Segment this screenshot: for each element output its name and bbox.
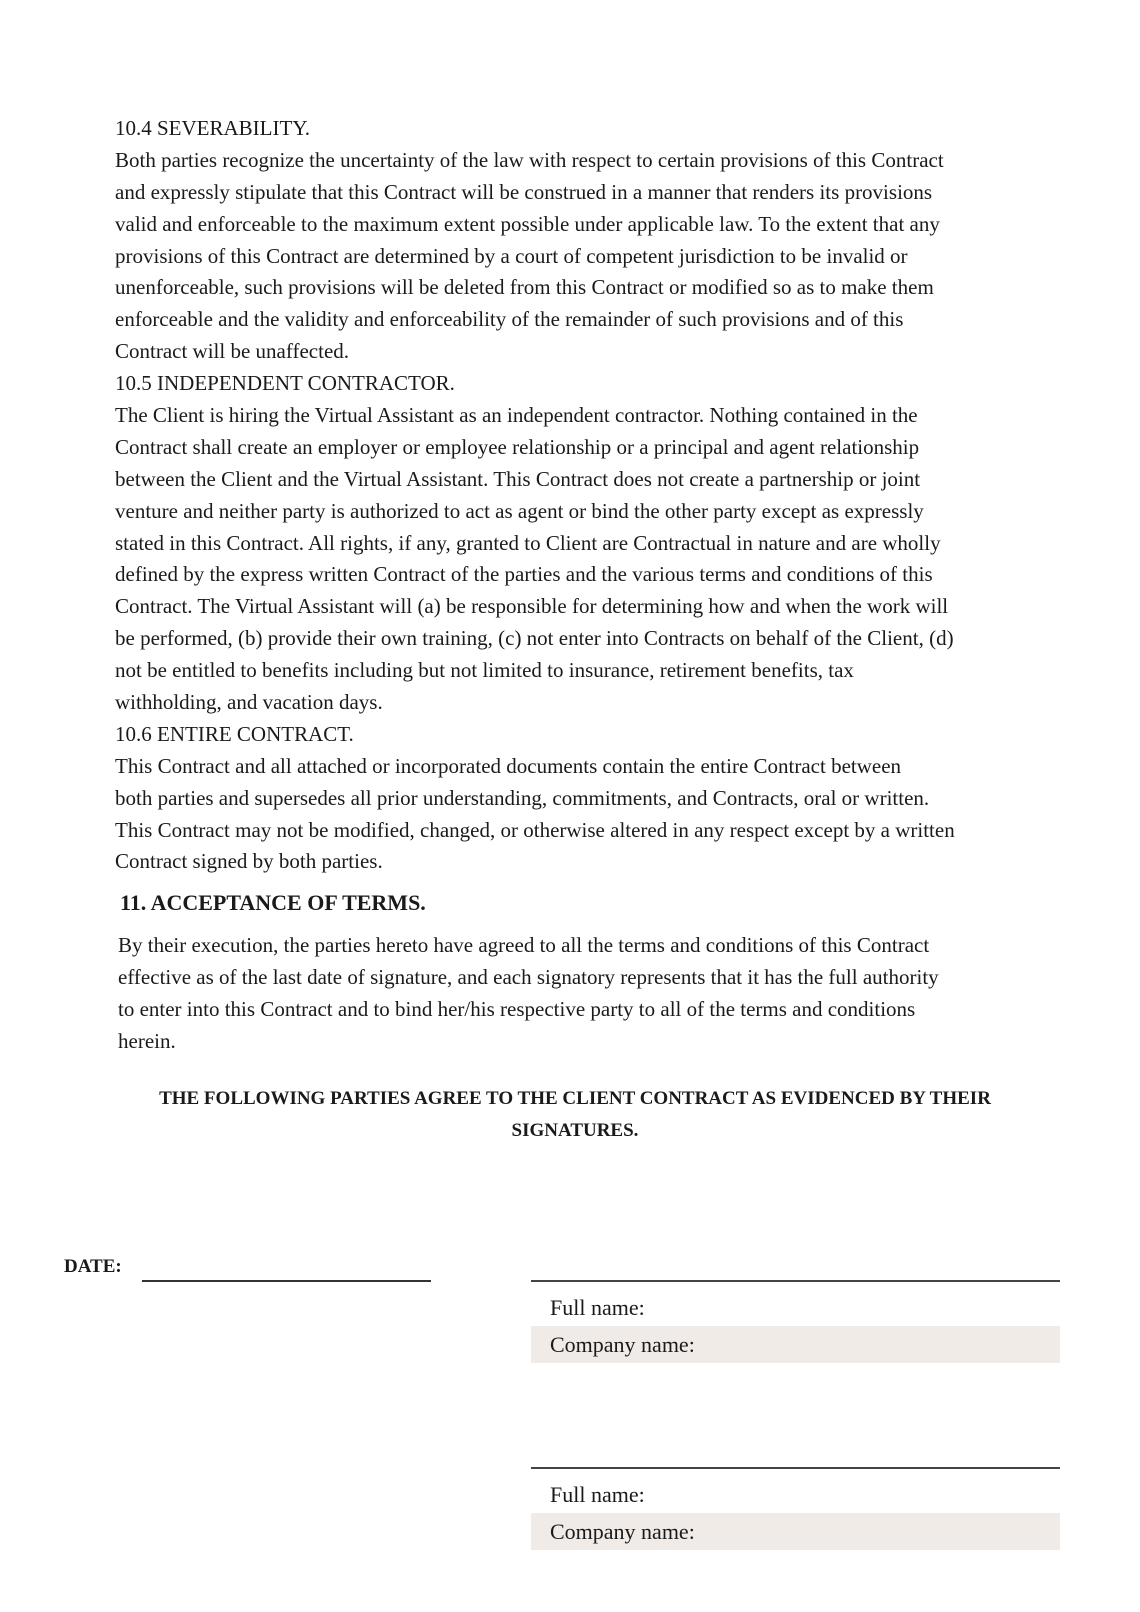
clause-line: The Client is hiring the Virtual Assistant as an independent contractor. Nothing contained in the	[115, 403, 918, 428]
clause-line: valid and enforceable to the maximum extent possible under applicable law. To the extent that any	[115, 211, 940, 236]
company-name-label: Company name:	[550, 1519, 695, 1544]
acceptance-line: to enter into this Contract and to bind her/his respective party to all of the terms and conditions	[118, 996, 916, 1021]
full-name-field[interactable]	[531, 1289, 1060, 1326]
clause-heading: 10.5 INDEPENDENT CONTRACTOR.	[115, 371, 455, 396]
company-name-field[interactable]	[531, 1513, 1060, 1550]
clause-line: Contract. The Virtual Assistant will (a) be responsible for determining how and when the work will	[115, 594, 949, 619]
clause-line: venture and neither party is authorized to act as agent or bind the other party except as expressly	[115, 498, 924, 523]
acceptance-heading: 11. ACCEPTANCE OF TERMS.	[120, 890, 426, 915]
acceptance-paragraph	[118, 930, 939, 1058]
full-name-field[interactable]	[531, 1476, 1060, 1513]
full-name-label: Full name:	[550, 1295, 645, 1320]
clause-line: stated in this Contract. All rights, if any, granted to Client are Contractual in nature and are wholly	[115, 530, 941, 555]
clause-line: Contract signed by both parties.	[115, 849, 383, 874]
acceptance-line: herein.	[118, 1028, 176, 1053]
date-label: DATE:	[64, 1256, 122, 1277]
agreement-statement-line: THE FOLLOWING PARTIES AGREE TO THE CLIENT CONTRACT AS EVIDENCED BY THEIR	[159, 1088, 991, 1109]
acceptance-line: By their execution, the parties hereto have agreed to all the terms and conditions of this Contract	[118, 933, 930, 957]
clause-heading: 10.6 ENTIRE CONTRACT.	[115, 721, 354, 746]
clause-line: Both parties recognize the uncertainty of the law with respect to certain provisions of this Contract	[115, 147, 944, 172]
clause-heading: 10.4 SEVERABILITY.	[115, 116, 311, 140]
clause-line: and expressly stipulate that this Contract will be construed in a manner that renders its provisions	[115, 179, 933, 204]
full-name-label: Full name:	[550, 1482, 645, 1507]
signature-line[interactable]	[531, 1280, 1060, 1282]
clause-line: Contract shall create an employer or employee relationship or a principal and agent relationship	[115, 434, 920, 459]
clause-line: not be entitled to benefits including but not limited to insurance, retirement benefits, tax	[115, 658, 854, 683]
clause-line: both parties and supersedes all prior understanding, commitments, and Contracts, oral or written.	[115, 785, 930, 810]
company-name-field[interactable]	[531, 1326, 1060, 1363]
clause-line: provisions of this Contract are determined by a court of competent jurisdiction to be invalid or	[115, 243, 908, 268]
clause-line: This Contract and all attached or incorporated documents contain the entire Contract between	[115, 753, 902, 778]
acceptance-line: effective as of the last date of signature, and each signatory represents that it has the full authority	[118, 964, 939, 989]
clause-line: This Contract may not be modified, changed, or otherwise altered in any respect except by a written	[115, 817, 955, 842]
clause-line: Contract will be unaffected.	[115, 339, 350, 364]
date-field-line[interactable]	[142, 1280, 431, 1282]
contract-clauses	[115, 113, 955, 878]
clause-line: enforceable and the validity and enforceability of the remainder of such provisions and of this	[115, 307, 904, 332]
clause-line: withholding, and vacation days.	[115, 690, 383, 715]
clause-line: between the Client and the Virtual Assistant. This Contract does not create a partnership or joint	[115, 466, 921, 491]
clause-line: unenforceable, such provisions will be deleted from this Contract or modified so as to make them	[115, 275, 934, 300]
agreement-statement-line: SIGNATURES.	[511, 1120, 639, 1141]
signature-line[interactable]	[531, 1467, 1060, 1469]
company-name-label: Company name:	[550, 1332, 695, 1357]
clause-line: be performed, (b) provide their own training, (c) not enter into Contracts on behalf of the Client, (d)	[115, 626, 954, 651]
clause-line: defined by the express written Contract of the parties and the various terms and conditions of this	[115, 562, 933, 587]
